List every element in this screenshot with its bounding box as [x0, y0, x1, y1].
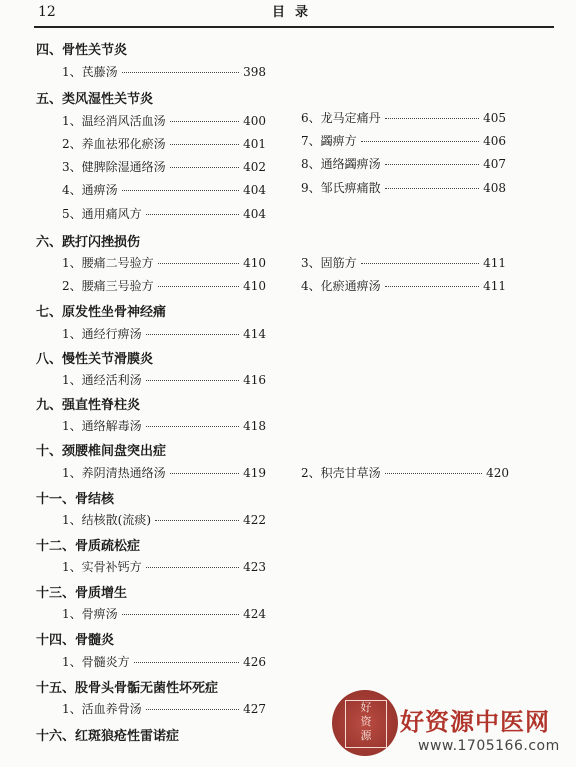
toc-entry[interactable] — [62, 205, 266, 223]
toc-entry[interactable] — [301, 132, 506, 150]
entry-label: 2、养血祛邪化瘀汤 — [62, 137, 166, 151]
entry-label: 1、骨髓炎方 — [62, 655, 130, 669]
entry-label: 1、结核散(流痰) — [62, 513, 151, 527]
section-heading: 十、颈腰椎间盘突出症 — [36, 444, 167, 459]
entry-page: 418 — [243, 419, 266, 433]
entry-label: 1、温经消风活血汤 — [62, 114, 166, 128]
toc-entry[interactable] — [62, 653, 266, 671]
toc-entry[interactable] — [62, 158, 266, 176]
entry-label: 1、养阴清热通络汤 — [62, 466, 166, 480]
entry-label: 2、腰痛三号验方 — [62, 279, 154, 293]
entry-label: 5、通用痛风方 — [62, 207, 142, 221]
toc-entry[interactable] — [301, 109, 506, 127]
entry-page: 423 — [243, 560, 266, 574]
section-heading: 八、慢性关节滑膜炎 — [36, 352, 154, 367]
entry-label: 1、腰痛二号验方 — [62, 256, 154, 270]
dot-leader — [122, 614, 239, 615]
seal-inner — [345, 700, 387, 748]
entry-page: 405 — [483, 111, 506, 125]
section-heading: 九、强直性脊柱炎 — [36, 398, 141, 413]
entry-label: 4、通痹汤 — [62, 183, 118, 197]
toc-entry[interactable] — [62, 700, 266, 718]
section-heading: 十六、红斑狼疮性雷诺症 — [36, 729, 180, 744]
header-rule — [34, 26, 554, 28]
section-heading: 十四、骨髓炎 — [36, 633, 115, 648]
toc-entry[interactable] — [301, 277, 506, 295]
section-heading: 十一、骨结核 — [36, 492, 115, 507]
seal-char: 源 — [360, 729, 372, 742]
entry-page: 414 — [243, 327, 266, 341]
toc-entry[interactable] — [301, 155, 506, 173]
toc-entry[interactable] — [301, 464, 509, 482]
toc-entry[interactable] — [62, 254, 266, 272]
toc-entry[interactable] — [62, 277, 266, 295]
toc-entry[interactable] — [62, 63, 266, 81]
section-heading: 四、骨性关节炎 — [36, 43, 128, 58]
dot-leader — [170, 144, 239, 145]
toc-entry[interactable] — [62, 112, 266, 130]
section-heading: 七、原发性坐骨神经痛 — [36, 305, 167, 320]
dot-leader — [170, 121, 239, 122]
dot-leader — [385, 188, 479, 189]
entry-page: 410 — [243, 256, 266, 270]
entry-label: 1、活血养骨汤 — [62, 702, 142, 716]
dot-leader — [158, 286, 239, 287]
entry-page: 404 — [243, 207, 266, 221]
page-number: 12 — [38, 4, 56, 20]
dot-leader — [146, 567, 239, 568]
dot-leader — [146, 214, 239, 215]
toc-entry[interactable] — [62, 371, 266, 389]
entry-page: 424 — [243, 607, 266, 621]
dot-leader — [146, 426, 239, 427]
entry-label: 1、通络解毒汤 — [62, 419, 142, 433]
dot-leader — [170, 473, 239, 474]
seal-char: 好 — [360, 701, 372, 714]
dot-leader — [146, 334, 239, 335]
toc-entry[interactable] — [62, 558, 266, 576]
entry-page: 401 — [243, 137, 266, 151]
dot-leader — [134, 662, 239, 663]
entry-label: 4、化瘀通痹汤 — [301, 279, 381, 293]
entry-label: 1、通经行痹汤 — [62, 327, 142, 341]
entry-page: 404 — [243, 183, 266, 197]
entry-label: 1、芪藤汤 — [62, 65, 118, 79]
dot-leader — [122, 72, 239, 73]
entry-label: 6、龙马定痛丹 — [301, 111, 381, 125]
section-heading: 五、类风湿性关节炎 — [36, 92, 154, 107]
dot-leader — [122, 190, 239, 191]
entry-page: 426 — [243, 655, 266, 669]
entry-page: 406 — [483, 134, 506, 148]
toc-entry[interactable] — [62, 135, 266, 153]
entry-page: 410 — [243, 279, 266, 293]
page-header — [0, 0, 576, 28]
entry-label: 1、骨痹汤 — [62, 607, 118, 621]
dot-leader — [385, 473, 482, 474]
dot-leader — [155, 520, 239, 521]
toc-entry[interactable] — [62, 181, 266, 199]
entry-page: 400 — [243, 114, 266, 128]
entry-page: 402 — [243, 160, 266, 174]
entry-page: 411 — [483, 256, 506, 270]
dot-leader — [385, 286, 479, 287]
entry-page: 416 — [243, 373, 266, 387]
entry-page: 408 — [483, 181, 506, 195]
toc-entry[interactable] — [62, 417, 266, 435]
entry-page: 411 — [483, 279, 506, 293]
section-heading: 十二、骨质疏松症 — [36, 539, 141, 554]
dot-leader — [385, 118, 479, 119]
toc-entry[interactable] — [301, 254, 506, 272]
section-heading: 十五、股骨头骨骺无菌性坏死症 — [36, 681, 219, 696]
dot-leader — [361, 263, 479, 264]
entry-label: 1、通经活利汤 — [62, 373, 142, 387]
entry-label: 9、邹氏痹痛散 — [301, 181, 381, 195]
section-heading: 六、跌打闪挫损伤 — [36, 235, 141, 250]
entry-page: 398 — [243, 65, 266, 79]
watermark-brand: 好资源中医网 — [400, 708, 550, 736]
toc-entry[interactable] — [301, 179, 506, 197]
section-heading: 十三、骨质增生 — [36, 586, 128, 601]
toc-entry[interactable] — [62, 325, 266, 343]
entry-label: 7、蠲痹方 — [301, 134, 357, 148]
seal-char: 资 — [360, 715, 372, 728]
entry-label: 1、实骨补钙方 — [62, 560, 142, 574]
toc-entry[interactable] — [62, 511, 266, 529]
toc-entry[interactable] — [62, 605, 266, 623]
dot-leader — [361, 141, 479, 142]
entry-label: 8、通络蠲痹汤 — [301, 157, 381, 171]
running-title: 目录 — [272, 5, 319, 20]
dot-leader — [170, 167, 239, 168]
entry-page: 422 — [243, 513, 266, 527]
toc-entry[interactable] — [62, 464, 266, 482]
dot-leader — [146, 709, 239, 710]
entry-page: 407 — [483, 157, 506, 171]
entry-label: 3、健脾除湿通络汤 — [62, 160, 166, 174]
watermark-seal — [332, 690, 398, 756]
dot-leader — [158, 263, 239, 264]
entry-label: 3、固筋方 — [301, 256, 357, 270]
entry-page: 427 — [243, 702, 266, 716]
dot-leader — [146, 380, 239, 381]
dot-leader — [385, 164, 479, 165]
entry-page: 420 — [486, 466, 509, 480]
entry-label: 2、积壳甘草汤 — [301, 466, 381, 480]
entry-page: 419 — [243, 466, 266, 480]
watermark-url: www.1705166.com — [418, 738, 560, 754]
